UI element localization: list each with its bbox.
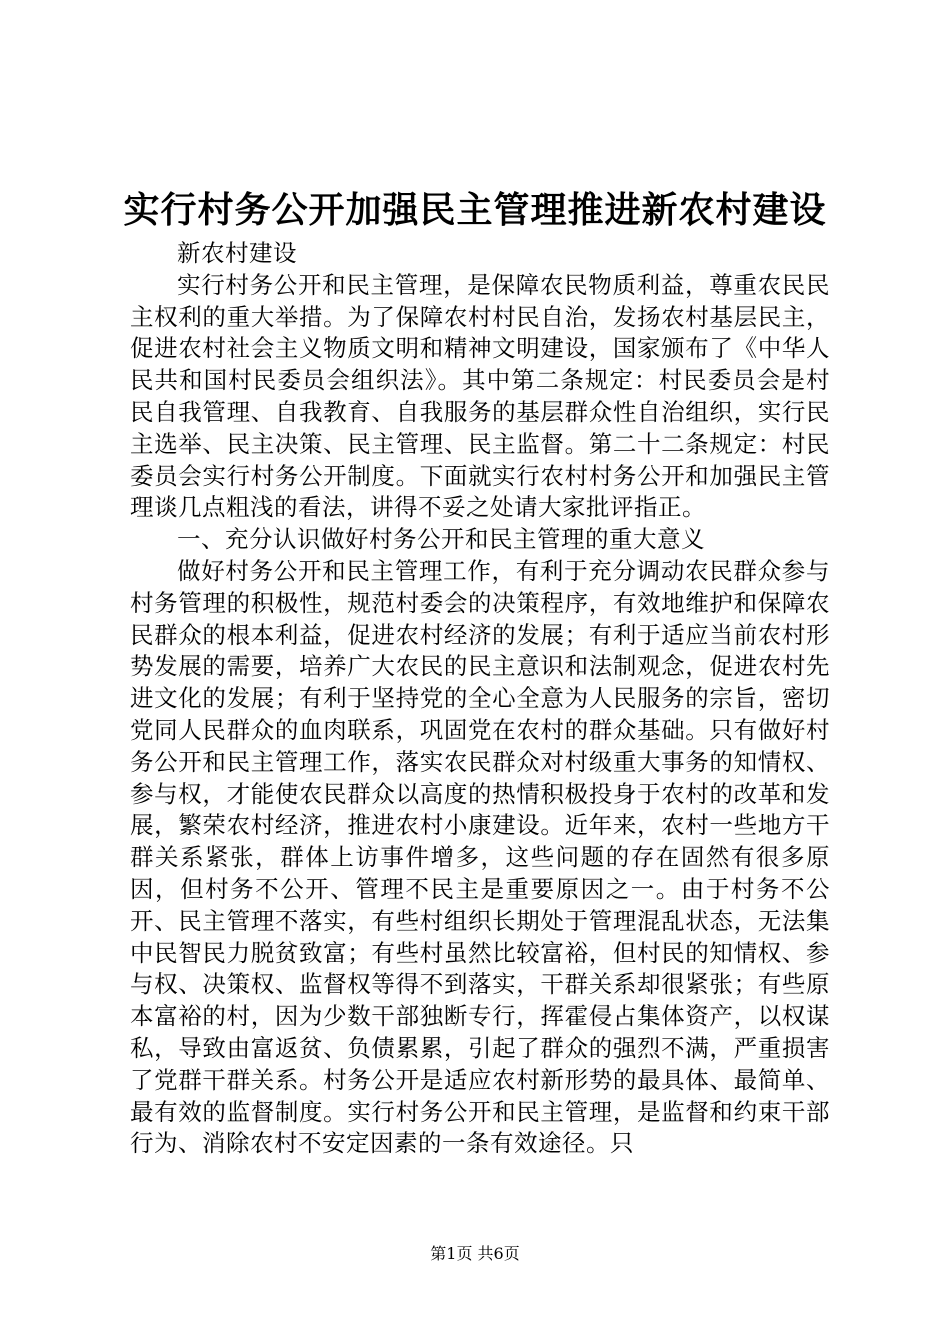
section-heading: 一、充分认识做好村务公开和民主管理的重大意义 [177, 525, 705, 554]
document-body [130, 238, 830, 1160]
intro-paragraph: 实行村务公开和民主管理，是保障农民物质利益，尊重农民民主权利的重大举措。为了保障农村村民自治，发扬农村基层民主，促进农村社会主义物质文明和精神文明建设，国家颁布了《中华人民共和国村民委员会组织法》。其中第二条规定：村民委员会是村民自我管理、自我教育、自我服务的基层群众性自治组织，实行民主选举、民主决策、民主管理、民主监督。第二十二条规定：村民委员会实行村务公开制度。下面就实行农村村务公开和加强民主管理谈几点粗浅的看法，讲得不妥之处请大家批评指正。 [130, 270, 830, 522]
subtitle-paragraph: 新农村建设 [177, 239, 297, 267]
page-footer: 第1页 共6页 [430, 1244, 520, 1263]
body-paragraph: 做好村务公开和民主管理工作，有利于充分调动农民群众参与村务管理的积极性，规范村委会的决策程序，有效地维护和保障农民群众的根本利益，促进农村经济的发展；有利于适应当前农村形势发展的需要，培养广大农民的民主意识和法制观念，促进农村先进文化的发展；有利于坚持党的全心全意为人民服务的宗旨，密切党同人民群众的血肉联系，巩固党在农村的群众基础。只有做好村务公开和民主管理工作，落实农民群众对村级重大事务的知情权、参与权，才能使农民群众以高度的热情积极投身于农村的改革和发展，繁荣农村经济，推进农村小康建设。近年来，农村一些地方干群关系紧张，群体上访事件增多，这些问题的存在固然有很多原因，但村务不公开、管理不民主是重要原因之一。由于村务不公开、民主管理不落实，有些村组织长期处于管理混乱状态，无法集中民智民力脱贫致富；有些村虽然比较富裕，但村民的知情权、参与权、决策权、监督权等得不到落实，干群关系却很紧张；有些原本富裕的村，因为少数干部独断专行，挥霍侵占集体资产，以权谋私，导致由富返贫、负债累累，引起了群众的强烈不满，严重损害了党群干群关系。村务公开是适应农村新形势的最具体、最简单、最有效的监督制度。实行村务公开和民主管理，是监督和约束干部行为、消除农村不安定因素的一条有效途径。只 [130, 556, 830, 1158]
document-title: 实行村务公开加强民主管理推进新农村建设 [123, 189, 827, 231]
